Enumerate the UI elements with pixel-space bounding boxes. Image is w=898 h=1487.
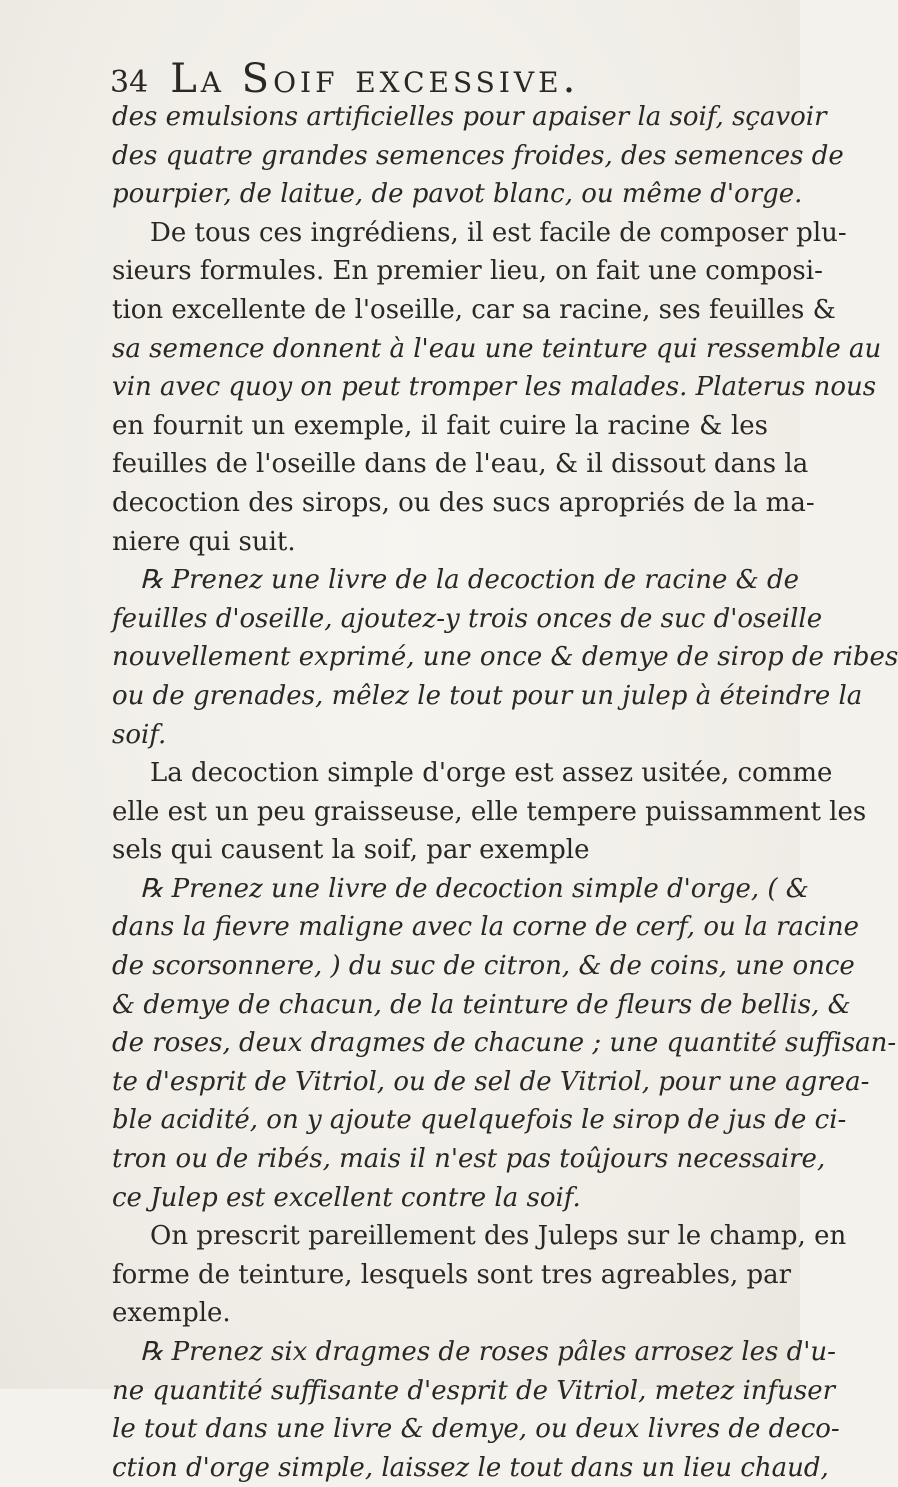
recipe-line: & demye de chacun, de la teinture de fleurs de bellis, &	[112, 989, 851, 1020]
text-line: forme de teinture, lesquels sont tres agreables, par	[112, 1259, 792, 1290]
text-line: decoction des sirops, ou des sucs apropriés de la ma-	[112, 487, 815, 518]
recipe-line: de roses, deux dragmes de chacune ; une quantité suffisan-	[112, 1028, 897, 1059]
text-line: sa semence donnent à l'eau une teinture qui ressemble au	[112, 333, 882, 364]
recipe-line: ction d'orge simple, laissez le tout dans un lieu chaud,	[112, 1452, 829, 1483]
recipe-line: ou de grenades, mêlez le tout pour un julep à éteindre la	[112, 680, 863, 711]
text-line: des emulsions artificielles pour apaiser la soif, sçavoir	[112, 102, 827, 132]
text-line: On prescrit pareillement des Juleps sur le champ, en	[150, 1221, 847, 1252]
recipe-line: feuilles d'oseille, ajoutez-y trois onces de suc d'oseille	[112, 603, 823, 634]
page-header	[110, 56, 579, 102]
text-line: De tous ces ingrédiens, il est facile de composer plu-	[150, 217, 847, 248]
recipe-line: soif.	[112, 719, 167, 750]
recipe-line: te d'esprit de Vitriol, ou de sel de Vitriol, pour une agrea-	[112, 1066, 870, 1097]
recipe-line: nouvellement exprimé, une once & demye de sirop de ribes	[112, 642, 898, 673]
text-line: La decoction simple d'orge est assez usitée, comme	[150, 758, 833, 789]
recipe-line: dans la fievre maligne avec la corne de cerf, ou la racine	[112, 912, 860, 943]
recipe-line: de scorsonnere, ) du suc de citron, & de coins, une once	[112, 951, 855, 982]
text-line: exemple.	[112, 1298, 231, 1329]
page-number: 34	[110, 65, 149, 100]
text-line: feuilles de l'oseille dans de l'eau, & il dissout dans la	[112, 449, 809, 480]
running-title: La Soif excessive.	[170, 56, 580, 102]
recipe-line: ℞ Prenez six dragmes de roses pâles arrosez les d'u-	[140, 1337, 836, 1367]
text-line: des quatre grandes semences froides, des semences de	[112, 140, 844, 171]
recipe-line: ℞ Prenez une livre de decoction simple d'orge, ( &	[140, 873, 809, 904]
text-line: sels qui causent la soif, par exemple	[112, 835, 590, 866]
text-line: elle est un peu graisseuse, elle tempere puissamment les	[112, 796, 867, 827]
recipe-line: ne quantité suffisante d'esprit de Vitriol, metez infuser	[112, 1375, 836, 1406]
recipe-line: ble acidité, on y ajoute quelquefois le sirop de jus de ci-	[112, 1105, 847, 1136]
text-line: sieurs formules. En premier lieu, on fait une composi-	[112, 256, 823, 287]
text-line: niere qui suit.	[112, 526, 296, 557]
recipe-line: tron ou de ribés, mais il n'est pas toûjours necessaire,	[112, 1144, 826, 1175]
body-text	[112, 98, 898, 1487]
text-line: pourpier, de laitue, de pavot blanc, ou même d'orge.	[112, 179, 803, 210]
text-line: tion excellente de l'oseille, car sa racine, ses feuilles &	[112, 294, 836, 325]
recipe-line: ce Julep est excellent contre la soif.	[112, 1182, 581, 1213]
page-bottom-edge	[110, 1362, 750, 1363]
recipe-line: le tout dans une livre & demye, ou deux livres de deco-	[112, 1414, 840, 1445]
text-line: en fournit un exemple, il fait cuire la racine & les	[112, 410, 768, 441]
text-line: vin avec quoy on peut tromper les malades. Platerus nous	[112, 372, 877, 403]
recipe-line: ℞ Prenez une livre de la decoction de racine & de	[140, 565, 800, 596]
